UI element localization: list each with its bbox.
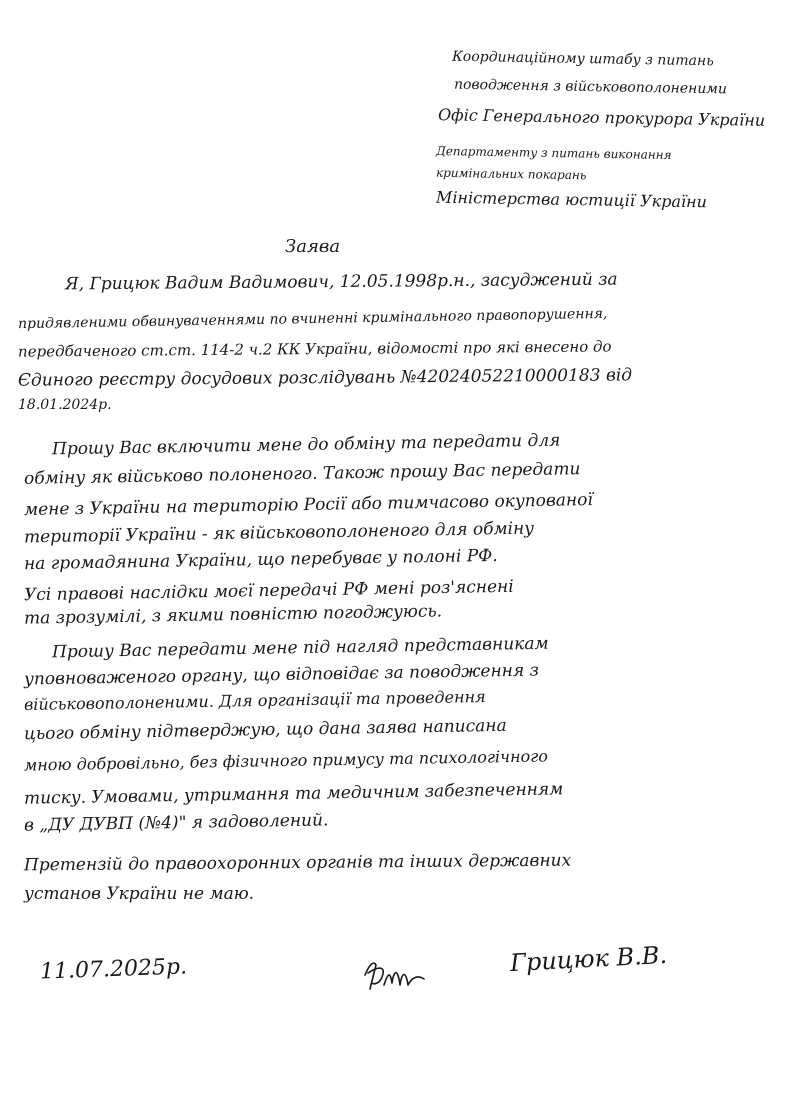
paragraph-3-line-2: уповноваженого органу, що відповідає за поводження з: [23, 660, 540, 690]
paragraph-3-line-3: військовополоненими. Для організації та проведення: [23, 686, 486, 715]
paragraph-3-line-1: Прошу Вас передати мене під нагляд представникам: [51, 633, 549, 663]
paragraph-2-line-6: Усі правові наслідки моєї передачі РФ мені роз'яснені: [23, 576, 514, 606]
addressee-line-4: Департаменту з питань виконання: [435, 143, 672, 163]
paragraph-2-line-5: на громадянина України, що перебуває у полоні РФ.: [23, 545, 498, 575]
paragraph-2-line-1: Прошу Вас включити мене до обміну та передати для: [51, 430, 561, 460]
paragraph-2-line-7: та зрозумілі, з якими повністю погоджуюсь.: [23, 601, 443, 629]
paragraph-2-line-3: мене з України на територію Росії або тимчасово окупованої: [23, 490, 593, 520]
paragraph-2-line-4: території України - як військовополоненого для обміну: [23, 518, 535, 548]
addressee-line-2: поводження з військовополоненими: [453, 76, 728, 98]
paragraph-1-line-5: 18.01.2024р.: [18, 397, 112, 413]
paragraph-2-line-2: обміну як військово полоненого. Також прошу Вас передати: [23, 459, 581, 489]
paragraph-4-line-1: Претензій до правоохоронних органів та інших державних: [23, 850, 572, 876]
paragraph-3-line-6: тиску. Умовами, утримання та медичним забезпеченням: [23, 779, 564, 809]
paragraph-3-line-5: мною добровільно, без фізичного примусу та психологічного: [23, 746, 549, 775]
signature-name: Грицюк В.В.: [509, 940, 668, 978]
paragraph-1-line-4: Єдиного реєстру досудових розслідувань №42024052210000183 від: [17, 365, 633, 391]
paragraph-3-line-7: в „ДУ ДУВП (№4)" я задоволений.: [23, 810, 329, 836]
addressee-line-1: Координаційному штабу з питань: [451, 48, 714, 70]
signature-date: 11.07.2025р.: [39, 954, 188, 985]
paragraph-3-line-4: цього обміну підтверджую, що дана заява написана: [23, 715, 507, 745]
document-title: Заява: [285, 236, 341, 257]
addressee-line-5: кримінальних покарань: [435, 165, 587, 183]
addressee-line-3: Офіс Генерального прокурора України: [437, 105, 766, 130]
paragraph-1-line-1: Я, Грицюк Вадим Вадимович, 12.05.1998р.н., засуджений за: [64, 269, 618, 295]
paragraph-1-line-3: передбаченого ст.ст. 114-2 ч.2 КК України, відомості про які внесено до: [17, 337, 612, 361]
addressee-line-6: Міністерства юстиції України: [435, 187, 708, 212]
handwritten-signature-mark: [360, 955, 430, 995]
paragraph-4-line-2: установ України не маю.: [24, 884, 255, 904]
paragraph-1-line-2: придявленими обвинуваченнями по вчиненні кримінального правопорушення,: [17, 305, 608, 333]
